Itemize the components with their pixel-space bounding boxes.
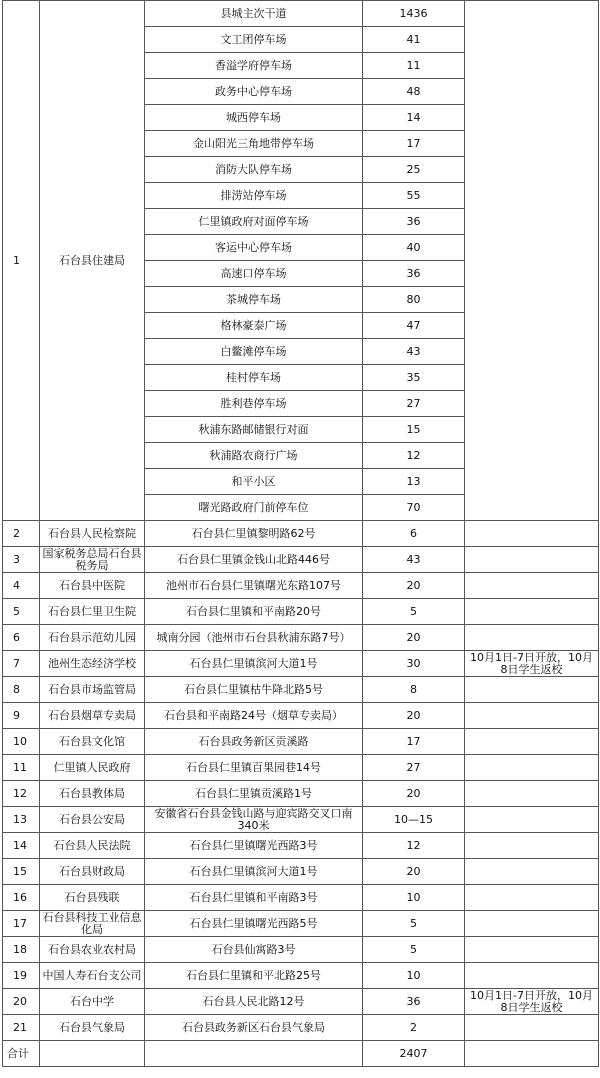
note-cell bbox=[465, 729, 599, 755]
location-cell: 秋浦路农商行广场 bbox=[145, 443, 363, 469]
count-cell: 5 bbox=[363, 937, 465, 963]
count-cell: 36 bbox=[363, 989, 465, 1015]
table-row bbox=[3, 807, 599, 833]
row-number-cell: 1 bbox=[3, 1, 40, 521]
count-cell: 13 bbox=[363, 469, 465, 495]
unit-cell: 仁里镇人民政府 bbox=[40, 755, 145, 781]
row-number-cell: 9 bbox=[3, 703, 40, 729]
count-cell: 12 bbox=[363, 833, 465, 859]
table-row bbox=[3, 781, 599, 807]
location-cell: 石台县人民北路12号 bbox=[145, 989, 363, 1015]
location-cell: 石台县仁里镇贡溪路1号 bbox=[145, 781, 363, 807]
location-cell: 池州市石台县仁里镇曙光东路107号 bbox=[145, 573, 363, 599]
location-cell: 石台县仙寓路3号 bbox=[145, 937, 363, 963]
note-cell bbox=[465, 599, 599, 625]
unit-cell: 石台县科技工业信息化局 bbox=[40, 911, 145, 937]
count-cell: 80 bbox=[363, 287, 465, 313]
count-cell: 30 bbox=[363, 651, 465, 677]
count-cell: 48 bbox=[363, 79, 465, 105]
note-cell bbox=[465, 1, 599, 521]
location-cell: 曙光路政府门前停车位 bbox=[145, 495, 363, 521]
total-empty-cell bbox=[40, 1041, 145, 1067]
unit-cell: 国家税务总局石台县税务局 bbox=[40, 547, 145, 573]
table-row bbox=[3, 521, 599, 547]
location-cell: 茶城停车场 bbox=[145, 287, 363, 313]
note-cell bbox=[465, 573, 599, 599]
count-cell: 20 bbox=[363, 781, 465, 807]
note-cell bbox=[465, 755, 599, 781]
unit-cell: 石台县人民法院 bbox=[40, 833, 145, 859]
note-cell bbox=[465, 1015, 599, 1041]
location-cell: 高速口停车场 bbox=[145, 261, 363, 287]
note-cell bbox=[465, 807, 599, 833]
row-number-cell: 19 bbox=[3, 963, 40, 989]
count-cell: 10 bbox=[363, 963, 465, 989]
row-number-cell: 17 bbox=[3, 911, 40, 937]
row-number-cell: 3 bbox=[3, 547, 40, 573]
note-cell bbox=[465, 521, 599, 547]
row-number-cell: 20 bbox=[3, 989, 40, 1015]
total-count-cell: 2407 bbox=[363, 1041, 465, 1067]
count-cell: 20 bbox=[363, 859, 465, 885]
table-row bbox=[3, 1, 599, 27]
location-cell: 文工团停车场 bbox=[145, 27, 363, 53]
location-cell: 石台县仁里镇百果园巷14号 bbox=[145, 755, 363, 781]
location-cell: 城西停车场 bbox=[145, 105, 363, 131]
note-cell bbox=[465, 937, 599, 963]
count-cell: 25 bbox=[363, 157, 465, 183]
location-cell: 桂村停车场 bbox=[145, 365, 363, 391]
unit-cell: 石台中学 bbox=[40, 989, 145, 1015]
location-cell: 石台县仁里镇曙光西路3号 bbox=[145, 833, 363, 859]
table-row bbox=[3, 625, 599, 651]
location-cell: 金山阳光三角地带停车场 bbox=[145, 131, 363, 157]
count-cell: 20 bbox=[363, 625, 465, 651]
unit-cell: 石台县仁里卫生院 bbox=[40, 599, 145, 625]
location-cell: 安徽省石台县金钱山路与迎宾路交叉口南340米 bbox=[145, 807, 363, 833]
row-number-cell: 13 bbox=[3, 807, 40, 833]
table-row bbox=[3, 989, 599, 1015]
location-cell: 石台县仁里镇和平南路20号 bbox=[145, 599, 363, 625]
unit-cell: 石台县教体局 bbox=[40, 781, 145, 807]
note-cell bbox=[465, 859, 599, 885]
table-row bbox=[3, 859, 599, 885]
note-cell bbox=[465, 703, 599, 729]
location-cell: 格林豪泰广场 bbox=[145, 313, 363, 339]
note-cell bbox=[465, 677, 599, 703]
row-number-cell: 18 bbox=[3, 937, 40, 963]
location-cell: 白鳖滩停车场 bbox=[145, 339, 363, 365]
table-row bbox=[3, 651, 599, 677]
table-row bbox=[3, 599, 599, 625]
note-cell bbox=[465, 833, 599, 859]
count-cell: 17 bbox=[363, 729, 465, 755]
location-cell: 石台县政务新区贡溪路 bbox=[145, 729, 363, 755]
count-cell: 10—15 bbox=[363, 807, 465, 833]
location-cell: 石台县仁里镇滨河大道1号 bbox=[145, 859, 363, 885]
count-cell: 36 bbox=[363, 209, 465, 235]
note-cell: 10月1日-7日开放，10月8日学生返校 bbox=[465, 651, 599, 677]
count-cell: 15 bbox=[363, 417, 465, 443]
count-cell: 27 bbox=[363, 755, 465, 781]
row-number-cell: 14 bbox=[3, 833, 40, 859]
row-number-cell: 15 bbox=[3, 859, 40, 885]
unit-cell: 石台县文化馆 bbox=[40, 729, 145, 755]
location-cell: 秋浦东路邮储银行对面 bbox=[145, 417, 363, 443]
row-number-cell: 16 bbox=[3, 885, 40, 911]
row-number-cell: 21 bbox=[3, 1015, 40, 1041]
unit-cell: 石台县公安局 bbox=[40, 807, 145, 833]
location-cell: 石台县仁里镇和平北路25号 bbox=[145, 963, 363, 989]
count-cell: 43 bbox=[363, 547, 465, 573]
unit-cell: 石台县住建局 bbox=[40, 1, 145, 521]
table-row bbox=[3, 1015, 599, 1041]
row-number-cell: 6 bbox=[3, 625, 40, 651]
count-cell: 27 bbox=[363, 391, 465, 417]
unit-cell: 石台县烟草专卖局 bbox=[40, 703, 145, 729]
row-number-cell: 12 bbox=[3, 781, 40, 807]
note-cell: 10月1日-7日开放，10月8日学生返校 bbox=[465, 989, 599, 1015]
note-cell bbox=[465, 911, 599, 937]
unit-cell: 石台县残联 bbox=[40, 885, 145, 911]
location-cell: 石台县仁里镇滨河大道1号 bbox=[145, 651, 363, 677]
count-cell: 10 bbox=[363, 885, 465, 911]
count-cell: 5 bbox=[363, 911, 465, 937]
count-cell: 5 bbox=[363, 599, 465, 625]
table-row bbox=[3, 729, 599, 755]
table-body bbox=[3, 1, 599, 1067]
count-cell: 12 bbox=[363, 443, 465, 469]
count-cell: 1436 bbox=[363, 1, 465, 27]
table-row bbox=[3, 937, 599, 963]
note-cell bbox=[465, 625, 599, 651]
count-cell: 2 bbox=[363, 1015, 465, 1041]
location-cell: 消防大队停车场 bbox=[145, 157, 363, 183]
location-cell: 政务中心停车场 bbox=[145, 79, 363, 105]
location-cell: 石台县仁里镇曙光西路5号 bbox=[145, 911, 363, 937]
table-row bbox=[3, 755, 599, 781]
location-cell: 石台县仁里镇黎明路62号 bbox=[145, 521, 363, 547]
count-cell: 41 bbox=[363, 27, 465, 53]
count-cell: 36 bbox=[363, 261, 465, 287]
unit-cell: 石台县农业农村局 bbox=[40, 937, 145, 963]
location-cell: 城南分园（池州市石台县秋浦东路7号） bbox=[145, 625, 363, 651]
table-row bbox=[3, 885, 599, 911]
table-row bbox=[3, 677, 599, 703]
count-cell: 70 bbox=[363, 495, 465, 521]
count-cell: 20 bbox=[363, 573, 465, 599]
count-cell: 14 bbox=[363, 105, 465, 131]
row-number-cell: 8 bbox=[3, 677, 40, 703]
note-cell bbox=[465, 781, 599, 807]
unit-cell: 池州生态经济学校 bbox=[40, 651, 145, 677]
unit-cell: 石台县中医院 bbox=[40, 573, 145, 599]
count-cell: 17 bbox=[363, 131, 465, 157]
count-cell: 55 bbox=[363, 183, 465, 209]
unit-cell: 石台县气象局 bbox=[40, 1015, 145, 1041]
total-label-cell: 合计 bbox=[3, 1041, 40, 1067]
location-cell: 和平小区 bbox=[145, 469, 363, 495]
count-cell: 40 bbox=[363, 235, 465, 261]
location-cell: 胜利巷停车场 bbox=[145, 391, 363, 417]
table-row bbox=[3, 703, 599, 729]
location-cell: 客运中心停车场 bbox=[145, 235, 363, 261]
count-cell: 11 bbox=[363, 53, 465, 79]
location-cell: 石台县仁里镇和平南路3号 bbox=[145, 885, 363, 911]
total-empty-cell bbox=[465, 1041, 599, 1067]
table-row bbox=[3, 911, 599, 937]
row-number-cell: 10 bbox=[3, 729, 40, 755]
table-row bbox=[3, 573, 599, 599]
note-cell bbox=[465, 885, 599, 911]
count-cell: 43 bbox=[363, 339, 465, 365]
unit-cell: 石台县市场监管局 bbox=[40, 677, 145, 703]
location-cell: 石台县仁里镇金钱山北路446号 bbox=[145, 547, 363, 573]
location-cell: 石台县和平南路24号（烟草专卖局） bbox=[145, 703, 363, 729]
row-number-cell: 11 bbox=[3, 755, 40, 781]
count-cell: 35 bbox=[363, 365, 465, 391]
count-cell: 20 bbox=[363, 703, 465, 729]
location-cell: 仁里镇政府对面停车场 bbox=[145, 209, 363, 235]
location-cell: 县城主次干道 bbox=[145, 1, 363, 27]
row-number-cell: 7 bbox=[3, 651, 40, 677]
row-number-cell: 2 bbox=[3, 521, 40, 547]
table-row bbox=[3, 963, 599, 989]
count-cell: 6 bbox=[363, 521, 465, 547]
parking-table bbox=[2, 0, 599, 1067]
unit-cell: 中国人寿石台支公司 bbox=[40, 963, 145, 989]
note-cell bbox=[465, 963, 599, 989]
note-cell bbox=[465, 547, 599, 573]
count-cell: 8 bbox=[363, 677, 465, 703]
unit-cell: 石台县财政局 bbox=[40, 859, 145, 885]
location-cell: 石台县政务新区石台县气象局 bbox=[145, 1015, 363, 1041]
row-number-cell: 4 bbox=[3, 573, 40, 599]
table-row bbox=[3, 547, 599, 573]
count-cell: 47 bbox=[363, 313, 465, 339]
location-cell: 香溢学府停车场 bbox=[145, 53, 363, 79]
table-row bbox=[3, 1041, 599, 1067]
row-number-cell: 5 bbox=[3, 599, 40, 625]
location-cell: 排涝站停车场 bbox=[145, 183, 363, 209]
unit-cell: 石台县人民检察院 bbox=[40, 521, 145, 547]
total-empty-cell bbox=[145, 1041, 363, 1067]
unit-cell: 石台县示范幼儿园 bbox=[40, 625, 145, 651]
table-row bbox=[3, 833, 599, 859]
location-cell: 石台县仁里镇枯牛降北路5号 bbox=[145, 677, 363, 703]
